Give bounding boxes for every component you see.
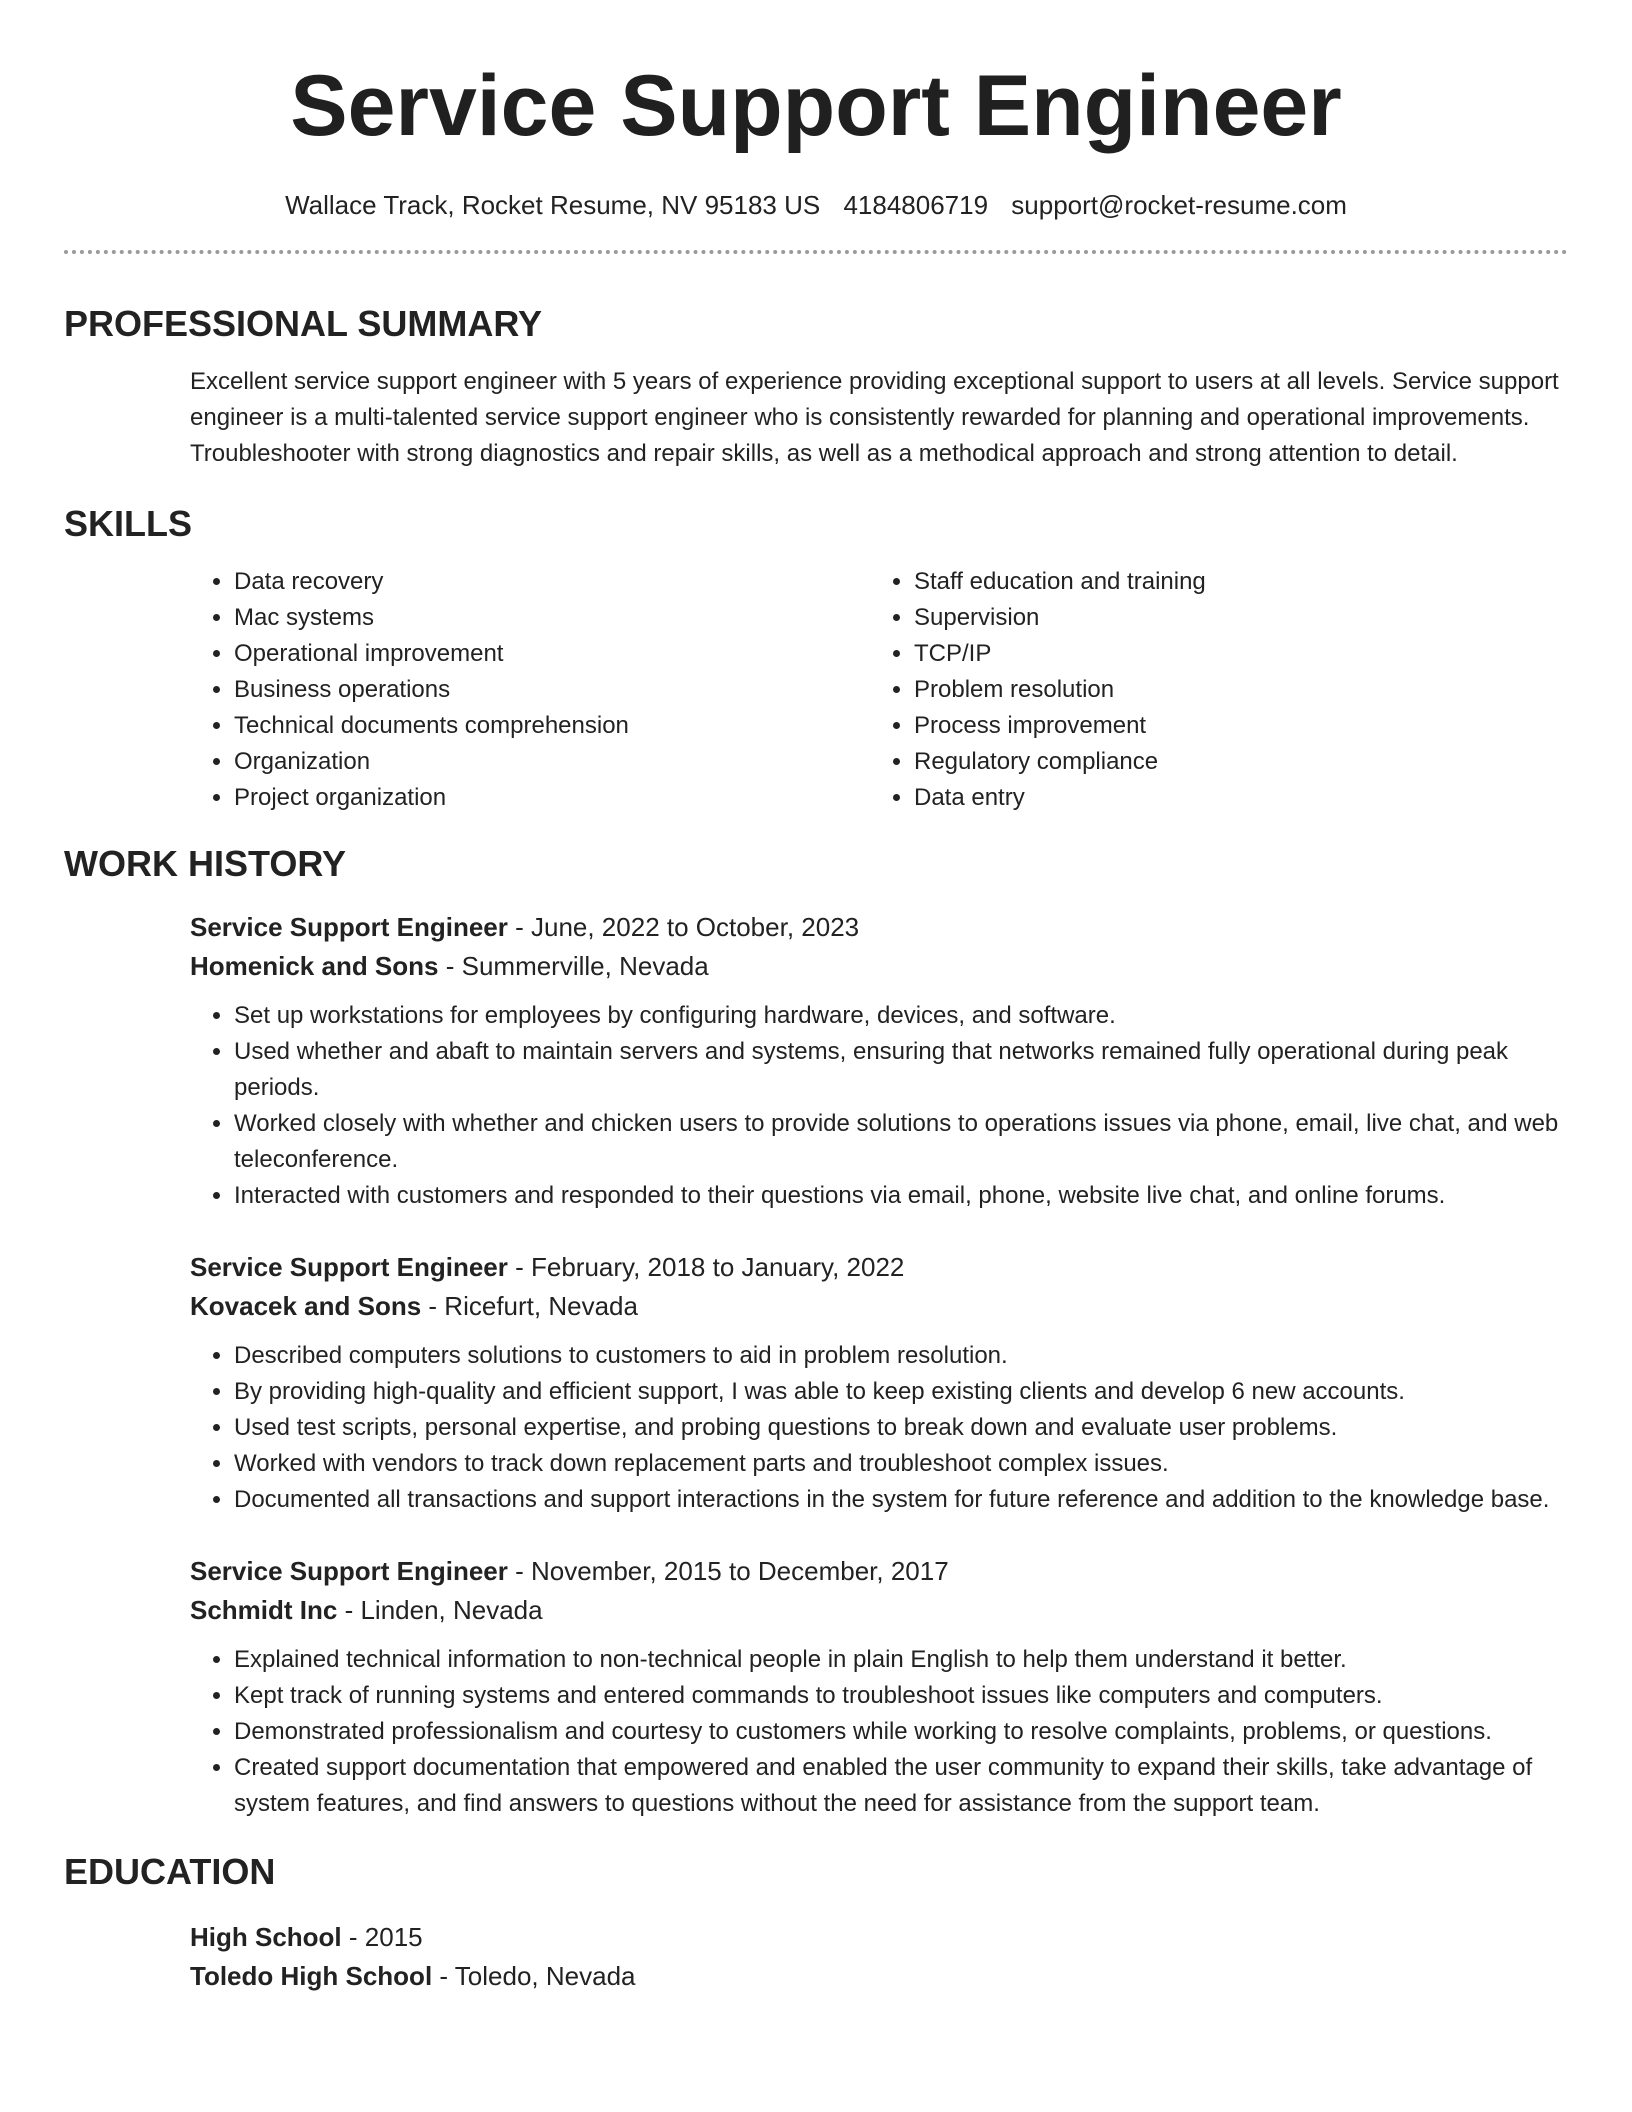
- job-bullet: • Kept track of running systems and entered commands to troubleshoot issues like computers and computers.: [234, 1678, 1568, 1714]
- job-role: Service Support Engineer: [190, 1556, 508, 1586]
- summary-heading: PROFESSIONAL SUMMARY: [64, 303, 543, 344]
- job-entry: [190, 1248, 1568, 1518]
- job-dates: - February, 2018 to January, 2022: [507, 1252, 905, 1282]
- job-bullet: • Used test scripts, personal expertise, and probing questions to break down and evaluate user problems.: [234, 1410, 1568, 1446]
- job-bullet: • Worked closely with whether and chicken users to provide solutions to operations issues via phone, email, live chat, and web teleconference.: [234, 1106, 1568, 1178]
- job-company-line: [190, 947, 1568, 986]
- skills-section: [190, 564, 1568, 816]
- skill-item: • Supervision: [914, 600, 1550, 636]
- skill-item: • Mac systems: [234, 600, 870, 636]
- job-bullet: • Worked with vendors to track down replacement parts and troubleshoot complex issues.: [234, 1446, 1568, 1482]
- skill-item: • Process improvement: [914, 708, 1550, 744]
- skill-item: • Project organization: [234, 780, 870, 816]
- contact-line: [64, 188, 1568, 222]
- skill-item: • Business operations: [234, 672, 870, 708]
- summary-section: [190, 364, 1568, 472]
- skill-item: • Problem resolution: [914, 672, 1550, 708]
- job-dates: - November, 2015 to December, 2017: [507, 1556, 949, 1586]
- contact-email: support@rocket-resume.com: [1011, 190, 1347, 220]
- job-title-line: [190, 1248, 1568, 1287]
- job-title-line: [190, 1552, 1568, 1591]
- skill-item: • Regulatory compliance: [914, 744, 1550, 780]
- job-bullet: • Documented all transactions and support interactions in the system for future reference and addition to the knowledge base.: [234, 1482, 1568, 1518]
- job-dates: - June, 2022 to October, 2023: [507, 912, 860, 942]
- job-bullets: [190, 1338, 1568, 1518]
- contact-address: Wallace Track, Rocket Resume, NV 95183 US: [285, 190, 821, 220]
- job-bullet: • Set up workstations for employees by configuring hardware, devices, and software.: [234, 998, 1568, 1034]
- education-school: Toledo High School: [190, 1961, 433, 1991]
- work-history-heading: WORK HISTORY: [64, 843, 347, 884]
- education-location: - Toledo, Nevada: [432, 1961, 636, 1991]
- skill-item: • Data entry: [914, 780, 1550, 816]
- job-entry: [190, 908, 1568, 1214]
- job-title-line: [190, 908, 1568, 947]
- education-year: - 2015: [341, 1922, 423, 1952]
- contact-phone: 4184806719: [843, 190, 989, 220]
- job-company: Homenick and Sons: [190, 951, 439, 981]
- skill-item: • Operational improvement: [234, 636, 870, 672]
- skill-item: • Organization: [234, 744, 870, 780]
- education-school-line: [190, 1957, 1568, 1996]
- job-bullet: • Created support documentation that empowered and enabled the user community to expand their skills, take advantage of system features, and find answers to questions without the need for assistance from the support team.: [234, 1750, 1568, 1822]
- education-heading: EDUCATION: [64, 1851, 276, 1892]
- header-divider: [64, 250, 1568, 254]
- skill-item: • Staff education and training: [914, 564, 1550, 600]
- skill-item: • TCP/IP: [914, 636, 1550, 672]
- job-location: - Summerville, Nevada: [438, 951, 709, 981]
- skills-list-right: [870, 564, 1550, 816]
- job-entry: [190, 1552, 1568, 1822]
- job-company-line: [190, 1591, 1568, 1630]
- job-bullet: • Interacted with customers and responded to their questions via email, phone, website live chat, and online forums.: [234, 1178, 1568, 1214]
- job-location: - Ricefurt, Nevada: [421, 1291, 638, 1321]
- work-history-section: [190, 908, 1568, 1822]
- summary-text: Excellent service support engineer with 5 years of experience providing exceptional support to users at all levels. Service support engineer is a multi-talented service support engineer who is consistently rewarded for planning and operational improvements. Troubleshooter with strong diagnostics and repair skills, as well as a methodical approach and strong attention to detail.: [190, 368, 1559, 467]
- job-company: Schmidt Inc: [190, 1595, 338, 1625]
- education-degree-line: [190, 1918, 1568, 1957]
- job-location: - Linden, Nevada: [337, 1595, 543, 1625]
- skills-list-left: [190, 564, 870, 816]
- skills-heading: SKILLS: [64, 503, 193, 544]
- skill-item: • Data recovery: [234, 564, 870, 600]
- job-bullet: • Used whether and abaft to maintain servers and systems, ensuring that networks remained fully operational during peak periods.: [234, 1034, 1568, 1106]
- education-degree: High School: [190, 1922, 342, 1952]
- job-role: Service Support Engineer: [190, 912, 508, 942]
- job-company: Kovacek and Sons: [190, 1291, 422, 1321]
- job-bullet: • Demonstrated professionalism and courtesy to customers while working to resolve complaints, problems, or questions.: [234, 1714, 1568, 1750]
- job-bullets: [190, 1642, 1568, 1822]
- education-section: [190, 1918, 1568, 1996]
- skill-item: • Technical documents comprehension: [234, 708, 870, 744]
- job-role: Service Support Engineer: [190, 1252, 508, 1282]
- job-company-line: [190, 1287, 1568, 1326]
- job-bullet: • By providing high-quality and efficient support, I was able to keep existing clients and develop 6 new accounts.: [234, 1374, 1568, 1410]
- job-bullet: • Explained technical information to non-technical people in plain English to help them understand it better.: [234, 1642, 1568, 1678]
- job-bullet: • Described computers solutions to customers to aid in problem resolution.: [234, 1338, 1568, 1374]
- job-bullets: [190, 998, 1568, 1214]
- resume-name: Service Support Engineer: [290, 58, 1342, 154]
